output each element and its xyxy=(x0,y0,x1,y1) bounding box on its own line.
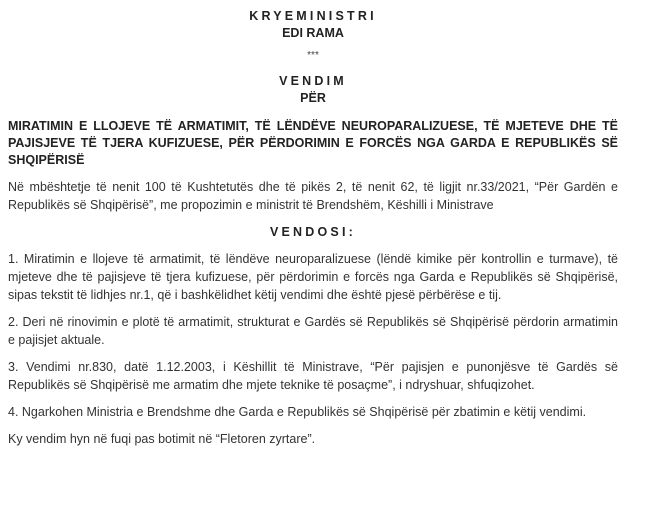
decision-subject: MIRATIMIN E LLOJEVE TË ARMATIMIT, TË LËNDËVE NEUROPARALIZUESE, TË MJETEVE DHE TË PAJISJEVE TË TJERA KUFIZUESE, PËR PËRDORIMIN E FORCËS NGA GARDA E REPUBLIKËS SË SHQIPËRISË xyxy=(8,119,618,167)
preamble-paragraph: Në mbështetje të nenit 100 të Kushtetutës dhe të pikës 2, të nenit 62, të ligjit nr.33/2021, “Për Gardën e Republikës së Shqipërisë”, me propozimin e ministrit të Brendshëm, Këshilli i Ministrave xyxy=(8,180,618,212)
point-1: 1. Miratimin e llojeve të armatimit, të lëndëve neuroparalizuese (lëndë kimike për kontrollin e turmave), të mjeteve dhe të pajisjeve të tjera kufizuese, për përdorimin e forcës nga Garda e Republikës së Shqipërisë, sipas tekstit të lidhjes nr.1, që i bashkëlidhet këtij vendimi dhe është pjesë përbërëse e tij. xyxy=(8,252,618,302)
decision-title: VENDIM xyxy=(279,74,347,88)
decision-for: PËR xyxy=(300,91,326,105)
decides-heading: VENDOSI: xyxy=(269,225,357,239)
point-2: 2. Deri në rinovimin e plotë të armatimit, strukturat e Gardës së Republikës së Shqipërisë përdorin armatimin e pajisjet aktuale. xyxy=(8,315,618,347)
closing-paragraph: Ky vendim hyn në fuqi pas botimit në “Fletoren zyrtare”. xyxy=(8,432,316,446)
prime-minister-name: EDI RAMA xyxy=(282,26,344,40)
separator-stars: *** xyxy=(307,50,319,61)
point-4: 4. Ngarkohen Ministria e Brendshme dhe Garda e Republikës së Shqipërisë për zbatimin e këtij vendimi. xyxy=(8,405,587,419)
point-3: 3. Vendimi nr.830, datë 1.12.2003, i Këshillit të Ministrave, “Për pajisjen e punonjësve të Gardës së Republikës së Shqipërisë me armatim dhe mjete teknike të posaçme”, i ndryshuar, shfuqizohet. xyxy=(8,360,618,392)
office-title: KRYEMINISTRI xyxy=(249,9,377,23)
